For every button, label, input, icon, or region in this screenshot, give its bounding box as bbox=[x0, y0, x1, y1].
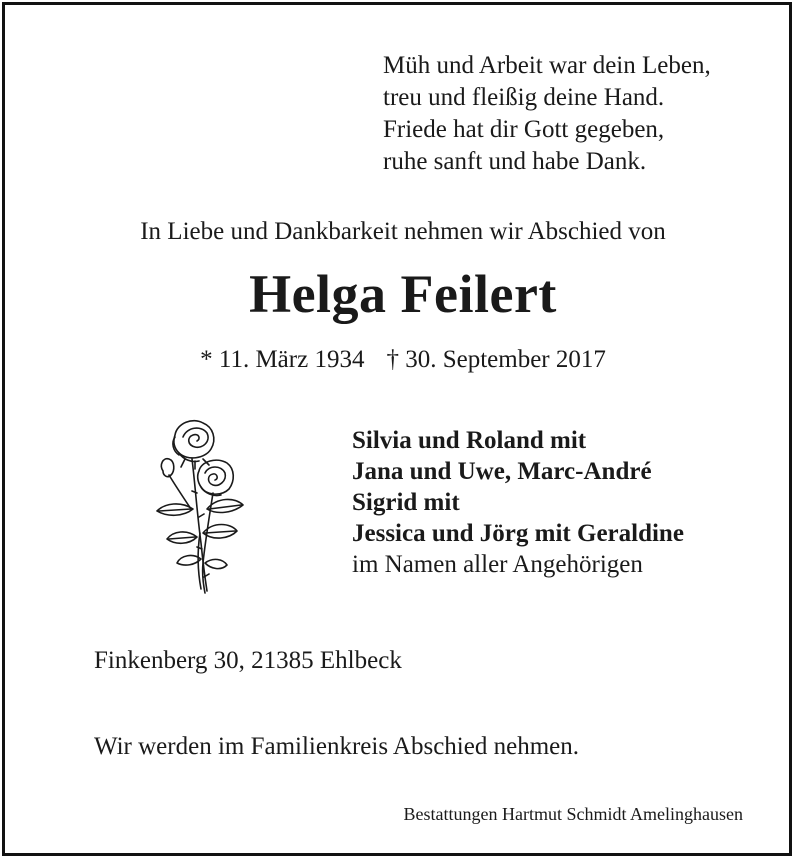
deceased-name: Helga Feilert bbox=[249, 264, 557, 324]
death-date: † 30. September 2017 bbox=[386, 346, 606, 373]
family-list bbox=[352, 425, 684, 580]
poem bbox=[383, 50, 711, 178]
farewell-note: Wir werden im Familienkreis Abschied nehmen. bbox=[94, 733, 579, 760]
poem-line: treu und fleißig deine Hand. bbox=[383, 84, 665, 111]
family-closing: im Namen aller Angehörigen bbox=[352, 551, 643, 578]
intro-text: In Liebe und Dankbarkeit nehmen wir Abschied von bbox=[140, 218, 666, 245]
family-line: Jessica und Jörg mit Geraldine bbox=[352, 520, 684, 547]
life-dates bbox=[5, 345, 800, 375]
poem-line: ruhe sanft und habe Dank. bbox=[383, 148, 647, 175]
address: Finkenberg 30, 21385 Ehlbeck bbox=[94, 647, 402, 674]
undertaker-credit: Bestattungen Hartmut Schmidt Amelinghausen bbox=[403, 804, 743, 824]
poem-line: Friede hat dir Gott gegeben, bbox=[383, 116, 665, 143]
family-line: Sigrid mit bbox=[352, 489, 460, 516]
family-line: Silvia und Roland mit bbox=[352, 427, 587, 454]
obituary-frame bbox=[2, 2, 792, 856]
birth-date: * 11. März 1934 bbox=[200, 346, 365, 373]
poem-line: Müh und Arbeit war dein Leben, bbox=[383, 52, 711, 79]
family-line: Jana und Uwe, Marc-André bbox=[352, 458, 652, 485]
rose-icon bbox=[145, 413, 255, 599]
